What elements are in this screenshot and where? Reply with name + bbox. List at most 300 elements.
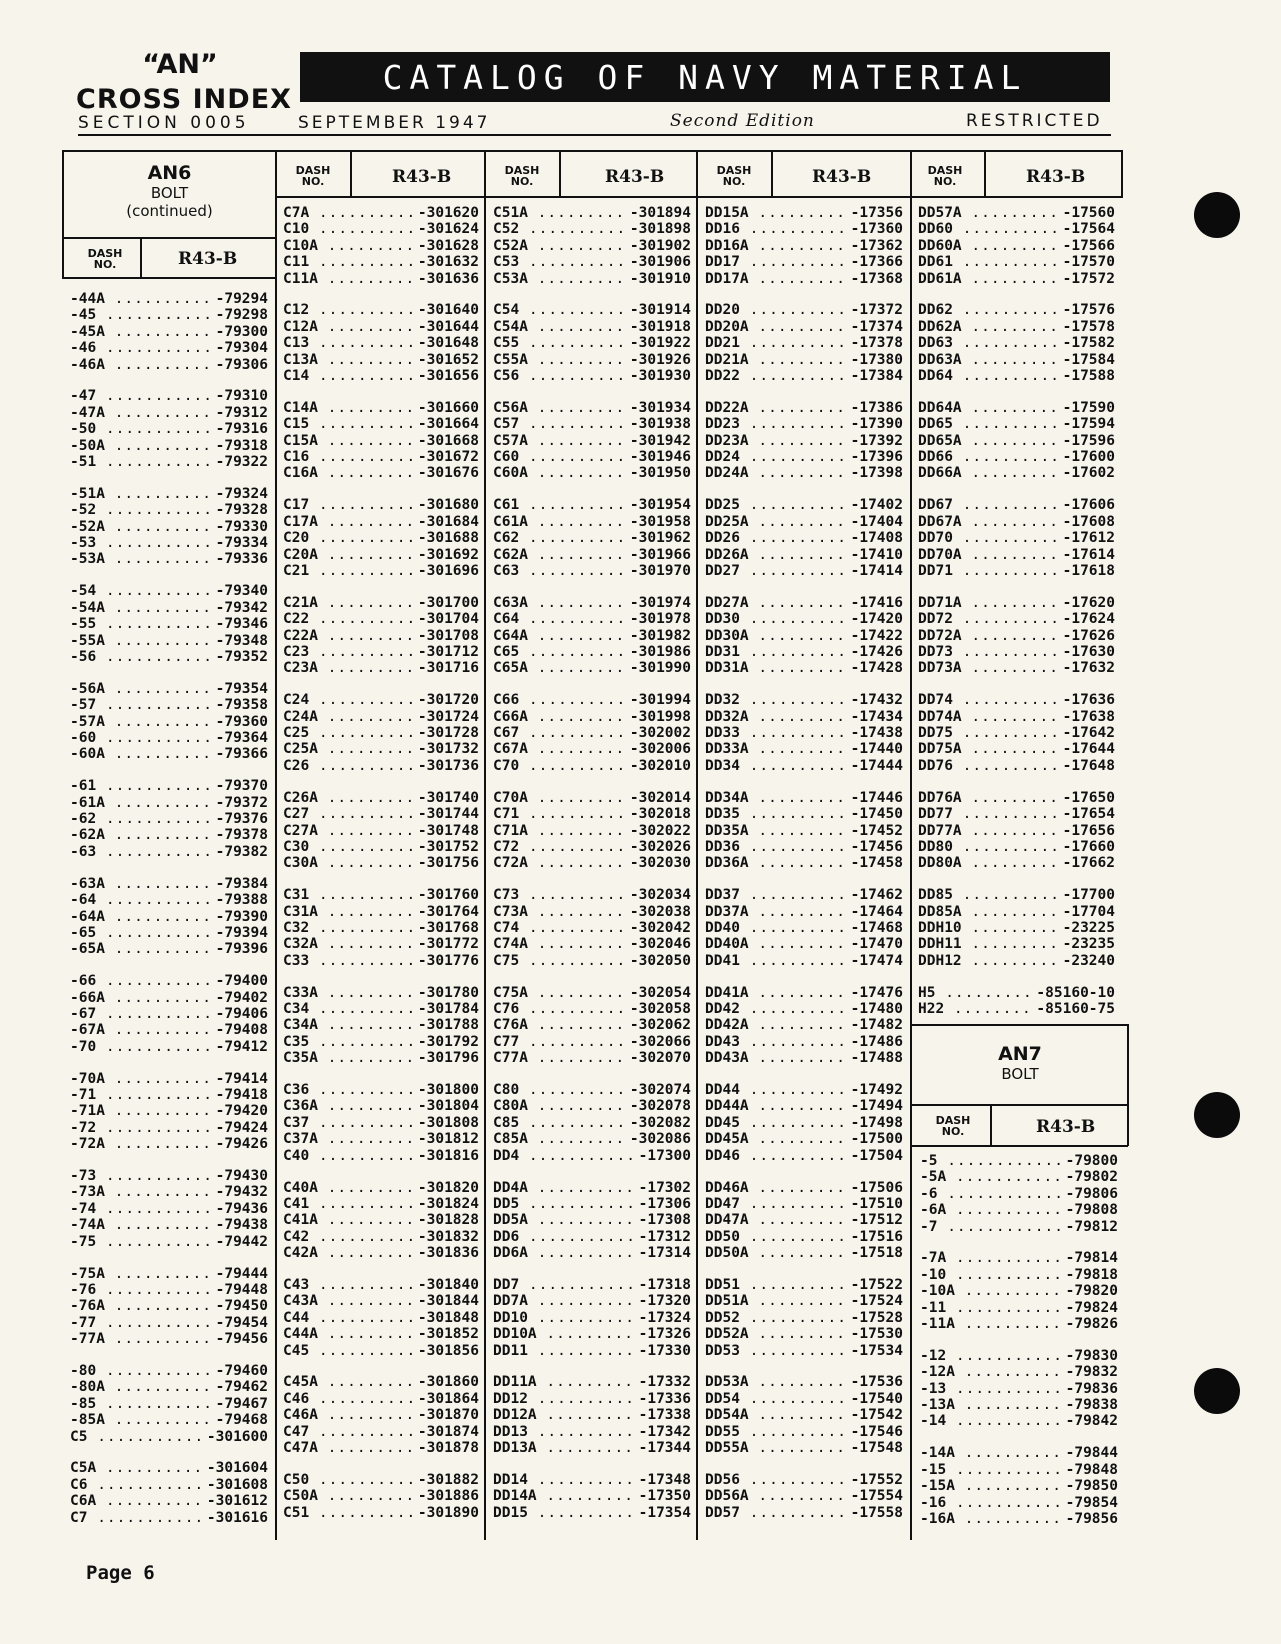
r43b-number: -301780: [414, 985, 479, 1001]
dash-number: DD77 .....: [918, 806, 1059, 822]
table-row: [918, 563, 1115, 579]
table-row: [283, 1017, 479, 1033]
r43b-number: -79430: [212, 1168, 268, 1184]
dash-number: C43 .....: [283, 1277, 414, 1293]
table-row: [705, 1050, 903, 1066]
dash-number: C71 .....: [493, 806, 626, 822]
entry-group: [70, 291, 268, 373]
table-row: [493, 904, 691, 920]
dash-number: C25A .....: [283, 741, 414, 757]
entry-group: [920, 1250, 1118, 1332]
table-row: [283, 400, 479, 416]
entry-group: [70, 681, 268, 763]
table-row: [920, 1348, 1118, 1364]
entry-group: [493, 205, 691, 287]
table-row: [70, 454, 268, 470]
entry-group: [283, 302, 479, 384]
table-row: [493, 1082, 691, 1098]
r43b-number: -301756: [414, 855, 479, 871]
table-row: [283, 1326, 479, 1342]
dash-number: DD25A .....: [705, 514, 847, 530]
table-row: [283, 741, 479, 757]
table-row: [705, 465, 903, 481]
r43b-number: -17596: [1059, 433, 1115, 449]
catalog-banner: [300, 52, 1110, 102]
dash-number: DD80A .....: [918, 855, 1059, 871]
dash-number: C41A .....: [283, 1212, 414, 1228]
r43b-number: -301994: [626, 692, 691, 708]
table-row: [493, 238, 691, 254]
table-row: [283, 953, 479, 969]
table-row: [493, 985, 691, 1001]
table-row: [918, 692, 1115, 708]
dash-number: C10A .....: [283, 238, 414, 254]
r43b-number: -17572: [1059, 271, 1115, 287]
col2-dash-label: DASH NO.: [295, 164, 331, 188]
r43b-number: -301906: [626, 254, 691, 270]
table-row: [70, 438, 268, 454]
r43b-number: -301914: [626, 302, 691, 318]
dash-number: C13 .....: [283, 335, 414, 351]
dash-number: -5A .....: [920, 1169, 1062, 1185]
table-row: [70, 616, 268, 632]
table-row: [283, 1293, 479, 1309]
table-row: [705, 238, 903, 254]
dash-number: -45 .....: [70, 307, 212, 323]
table-row: [705, 205, 903, 221]
dash-number: DD23 .....: [705, 416, 847, 432]
r43b-number: -17372: [847, 302, 903, 318]
table-row: [70, 827, 268, 843]
dash-number: C27 .....: [283, 806, 414, 822]
entry-group: [70, 486, 268, 568]
r43b-number: -302074: [626, 1082, 691, 1098]
r43b-number: -17570: [1059, 254, 1115, 270]
table-row: [493, 1245, 691, 1261]
table-row: [493, 563, 691, 579]
dash-number: DD13 .....: [493, 1424, 635, 1440]
dash-number: DD44 .....: [705, 1082, 847, 1098]
entry-group: [283, 985, 479, 1067]
header-bottom-rule: [275, 196, 1123, 198]
table-row: [705, 1505, 903, 1521]
dash-number: C61A .....: [493, 514, 626, 530]
entry-group: [918, 887, 1115, 969]
table-row: [705, 1391, 903, 1407]
dash-number: C54A .....: [493, 319, 626, 335]
an6-dash-label: DASH NO.: [87, 247, 123, 271]
binder-hole-top: [1194, 192, 1240, 238]
r43b-number: -17482: [847, 1017, 903, 1033]
r43b-number: -302030: [626, 855, 691, 871]
dash-number: C67A .....: [493, 741, 626, 757]
dash-number: C52 .....: [493, 221, 626, 237]
an6-header-bottom-rule: [62, 277, 277, 279]
dash-number: DD35 .....: [705, 806, 847, 822]
table-row: [283, 514, 479, 530]
r43b-number: -79820: [1062, 1283, 1118, 1299]
dash-number: C65 .....: [493, 644, 626, 660]
r43b-number: -79370: [212, 778, 268, 794]
r43b-number: -17390: [847, 416, 903, 432]
r43b-number: -17494: [847, 1098, 903, 1114]
r43b-number: -17422: [847, 628, 903, 644]
dash-number: DD53 .....: [705, 1343, 847, 1359]
table-row: [493, 1488, 691, 1504]
entry-group: [283, 595, 479, 677]
table-row: [705, 741, 903, 757]
table-row: [920, 1283, 1118, 1299]
dash-number: DD52 .....: [705, 1310, 847, 1326]
r43b-number: -301978: [626, 611, 691, 627]
dash-number: DD14 .....: [493, 1472, 635, 1488]
table-row: [918, 400, 1115, 416]
table-row: [705, 1472, 903, 1488]
dash-number: -75A .....: [70, 1266, 212, 1282]
r43b-number: -79394: [212, 925, 268, 941]
dash-number: -55A .....: [70, 633, 212, 649]
dash-number: C6 .....: [70, 1477, 203, 1493]
r43b-number: -301644: [414, 319, 479, 335]
r43b-number: -17546: [847, 1424, 903, 1440]
r43b-number: -17476: [847, 985, 903, 1001]
table-row: [918, 595, 1115, 611]
dash-number: DD70 .....: [918, 530, 1059, 546]
dash-number: DD37 .....: [705, 887, 847, 903]
table-row: [493, 741, 691, 757]
dash-number: C32 .....: [283, 920, 414, 936]
r43b-number: -17330: [635, 1343, 691, 1359]
r43b-number: -301752: [414, 839, 479, 855]
r43b-number: -79850: [1062, 1478, 1118, 1494]
r43b-number: -301874: [414, 1424, 479, 1440]
dash-number: DD65A .....: [918, 433, 1059, 449]
table-row: [493, 1229, 691, 1245]
dash-number: DD32A .....: [705, 709, 847, 725]
dash-number: C55A .....: [493, 352, 626, 368]
dash-number: C13A .....: [283, 352, 414, 368]
r43b-number: -79330: [212, 519, 268, 535]
table-row: [283, 628, 479, 644]
dash-number: DD17 .....: [705, 254, 847, 270]
r43b-number: -301950: [626, 465, 691, 481]
dash-number: C53A .....: [493, 271, 626, 287]
frame-top-rule: [62, 150, 1122, 152]
dash-number: C17 .....: [283, 497, 414, 513]
table-row: [705, 563, 903, 579]
r43b-number: -17578: [1059, 319, 1115, 335]
r43b-number: -301660: [414, 400, 479, 416]
table-row: [70, 714, 268, 730]
dash-number: -15A .....: [920, 1478, 1062, 1494]
dash-number: C77A .....: [493, 1050, 626, 1066]
table-row: [70, 973, 268, 989]
dash-number: C60 .....: [493, 449, 626, 465]
dash-number: C11A .....: [283, 271, 414, 287]
dash-number: DD10A .....: [493, 1326, 635, 1342]
table-row: [918, 433, 1115, 449]
dash-number: -63A .....: [70, 876, 212, 892]
table-row: [283, 563, 479, 579]
table-row: [918, 709, 1115, 725]
column-divider-1: [275, 150, 277, 1540]
r43b-number: -17458: [847, 855, 903, 871]
dash-number: DD5 .....: [493, 1196, 635, 1212]
table-row: [283, 1212, 479, 1228]
entry-group: [918, 595, 1115, 677]
table-row: [705, 1245, 903, 1261]
table-row: [493, 660, 691, 676]
r43b-number: -79366: [212, 746, 268, 762]
r43b-number: -17618: [1059, 563, 1115, 579]
table-row: [283, 644, 479, 660]
dash-number: DD62 .....: [918, 302, 1059, 318]
col4-head-divider: [771, 150, 773, 196]
dash-number: C66 .....: [493, 692, 626, 708]
dash-number: DD40A .....: [705, 936, 847, 952]
dash-number: DD36 .....: [705, 839, 847, 855]
entry-group: [705, 205, 903, 287]
dash-number: C27A .....: [283, 823, 414, 839]
dash-number: C45 .....: [283, 1343, 414, 1359]
entry-group: [493, 1472, 691, 1521]
dash-number: C63 .....: [493, 563, 626, 579]
table-row: [918, 254, 1115, 270]
table-row: [918, 1001, 1115, 1017]
r43b-number: -301836: [414, 1245, 479, 1261]
r43b-number: -17632: [1059, 660, 1115, 676]
table-row: [705, 352, 903, 368]
entry-group: [493, 692, 691, 774]
table-row: [493, 628, 691, 644]
r43b-number: -23240: [1059, 953, 1115, 969]
table-row: [70, 1396, 268, 1412]
table-row: [918, 985, 1115, 1001]
dash-number: -76A .....: [70, 1298, 212, 1314]
dash-number: C42 .....: [283, 1229, 414, 1245]
entry-group: [493, 1180, 691, 1262]
table-row: [705, 1001, 903, 1017]
dash-number: DD65 .....: [918, 416, 1059, 432]
dash-number: -6 .....: [920, 1186, 1062, 1202]
table-row: [493, 1391, 691, 1407]
table-row: [705, 1374, 903, 1390]
r43b-number: -17414: [847, 563, 903, 579]
entry-group: [283, 1082, 479, 1164]
r43b-number: -301620: [414, 205, 479, 221]
dash-number: C17A .....: [283, 514, 414, 530]
table-row: [283, 271, 479, 287]
r43b-number: -79324: [212, 486, 268, 502]
dash-number: -54 .....: [70, 583, 212, 599]
table-row: [918, 936, 1115, 952]
r43b-number: -79854: [1062, 1495, 1118, 1511]
dash-number: DD60 .....: [918, 221, 1059, 237]
dash-number: C47A .....: [283, 1440, 414, 1456]
r43b-number: -17380: [847, 352, 903, 368]
r43b-number: -17636: [1059, 692, 1115, 708]
entry-group: [493, 887, 691, 969]
table-row: [70, 1039, 268, 1055]
r43b-number: -301708: [414, 628, 479, 644]
binder-hole-bottom: [1194, 1368, 1240, 1414]
table-row: [493, 1212, 691, 1228]
r43b-number: -301808: [414, 1115, 479, 1131]
r43b-number: -301820: [414, 1180, 479, 1196]
table-row: [493, 1115, 691, 1131]
table-row: [70, 1493, 268, 1509]
dash-number: DD15 .....: [493, 1505, 635, 1521]
dash-number: DDH11 .....: [918, 936, 1059, 952]
table-row: [70, 486, 268, 502]
table-row: [918, 953, 1115, 969]
col4-r43-label: R43-B: [812, 167, 872, 187]
an6-name: AN6: [147, 162, 192, 184]
dash-number: C7 .....: [70, 1510, 203, 1526]
dash-number: DD47A .....: [705, 1212, 847, 1228]
entry-group: [493, 1374, 691, 1456]
dash-number: DD22A .....: [705, 400, 847, 416]
dash-number: C24A .....: [283, 709, 414, 725]
r43b-number: -23235: [1059, 936, 1115, 952]
dash-number: DD55A .....: [705, 1440, 847, 1456]
r43b-number: -79432: [212, 1184, 268, 1200]
table-row: [283, 1245, 479, 1261]
r43b-number: -17552: [847, 1472, 903, 1488]
dash-number: DD44A .....: [705, 1098, 847, 1114]
dash-number: DD54 .....: [705, 1391, 847, 1407]
r43b-number: -302086: [626, 1131, 691, 1147]
dash-number: DD73 .....: [918, 644, 1059, 660]
entry-group: [705, 497, 903, 579]
dash-number: DD42A .....: [705, 1017, 847, 1033]
entry-group: [70, 1363, 268, 1445]
dash-number: DD61A .....: [918, 271, 1059, 287]
table-row: [918, 530, 1115, 546]
table-row: [705, 628, 903, 644]
table-row: [283, 352, 479, 368]
r43b-number: -17662: [1059, 855, 1115, 871]
entry-group: [283, 887, 479, 969]
col5-r43-label: R43-B: [1026, 167, 1086, 187]
table-row: [283, 887, 479, 903]
header-an-label: “AN”: [142, 49, 218, 80]
dash-number: DD76 .....: [918, 758, 1059, 774]
dash-number: DD46 .....: [705, 1148, 847, 1164]
dash-number: -45A .....: [70, 324, 212, 340]
dash-number: DD4A .....: [493, 1180, 635, 1196]
table-row: [918, 368, 1115, 384]
r43b-number: -301882: [414, 1472, 479, 1488]
table-row: [920, 1300, 1118, 1316]
r43b-number: -301946: [626, 449, 691, 465]
r43b-number: -17488: [847, 1050, 903, 1066]
entry-group: [70, 973, 268, 1055]
r43b-number: -17584: [1059, 352, 1115, 368]
table-row: [283, 1180, 479, 1196]
r43b-number: -17348: [635, 1472, 691, 1488]
r43b-number: -79418: [212, 1087, 268, 1103]
table-row: [70, 583, 268, 599]
dash-number: -56 .....: [70, 649, 212, 665]
table-row: [70, 909, 268, 925]
r43b-number: -79414: [212, 1071, 268, 1087]
dash-number: C51 .....: [283, 1505, 414, 1521]
table-row: [70, 778, 268, 794]
r43b-number: -301982: [626, 628, 691, 644]
table-row: [705, 1180, 903, 1196]
dash-number: C20 .....: [283, 530, 414, 546]
table-row: [70, 1234, 268, 1250]
entry-group: [918, 205, 1115, 287]
r43b-number: -302022: [626, 823, 691, 839]
binder-hole-middle: [1194, 1092, 1240, 1138]
dash-number: C74A .....: [493, 936, 626, 952]
table-row: [705, 887, 903, 903]
dash-number: DD16 .....: [705, 221, 847, 237]
r43b-number: -301816: [414, 1148, 479, 1164]
r43b-number: -79376: [212, 811, 268, 827]
r43b-number: -301942: [626, 433, 691, 449]
r43b-number: -301886: [414, 1488, 479, 1504]
r43b-number: -301828: [414, 1212, 479, 1228]
r43b-number: -17384: [847, 368, 903, 384]
r43b-number: -17302: [635, 1180, 691, 1196]
dash-number: DD63 .....: [918, 335, 1059, 351]
dash-number: C53 .....: [493, 254, 626, 270]
r43b-number: -301954: [626, 497, 691, 513]
r43b-number: -301938: [626, 416, 691, 432]
table-row: [283, 302, 479, 318]
table-row: [70, 340, 268, 356]
table-row: [705, 449, 903, 465]
r43b-number: -301792: [414, 1034, 479, 1050]
dash-number: C56 .....: [493, 368, 626, 384]
dash-number: C76A .....: [493, 1017, 626, 1033]
table-row: [283, 497, 479, 513]
r43b-number: -301736: [414, 758, 479, 774]
r43b-number: -301760: [414, 887, 479, 903]
r43b-number: -17522: [847, 1277, 903, 1293]
dash-number: -64 .....: [70, 892, 212, 908]
dash-number: -44A .....: [70, 291, 212, 307]
table-row: [493, 205, 691, 221]
dash-number: C73A .....: [493, 904, 626, 920]
table-row: [705, 790, 903, 806]
r43b-number: -79304: [212, 340, 268, 356]
r43b-number: -301648: [414, 335, 479, 351]
entry-group: [70, 876, 268, 958]
entry-group: [70, 1071, 268, 1153]
r43b-number: -79808: [1062, 1202, 1118, 1218]
dash-number: DD51A .....: [705, 1293, 847, 1309]
r43b-number: -79372: [212, 795, 268, 811]
table-row: [283, 547, 479, 563]
dash-number: -72A .....: [70, 1136, 212, 1152]
r43b-number: -79448: [212, 1282, 268, 1298]
r43b-number: -17416: [847, 595, 903, 611]
r43b-number: -17594: [1059, 416, 1115, 432]
table-row: [918, 741, 1115, 757]
dash-number: DD25 .....: [705, 497, 847, 513]
table-row: [705, 400, 903, 416]
table-row: [493, 271, 691, 287]
r43b-number: -79334: [212, 535, 268, 551]
dash-number: DD52A .....: [705, 1326, 847, 1342]
table-row: [70, 697, 268, 713]
table-row: [918, 823, 1115, 839]
r43b-number: -301692: [414, 547, 479, 563]
